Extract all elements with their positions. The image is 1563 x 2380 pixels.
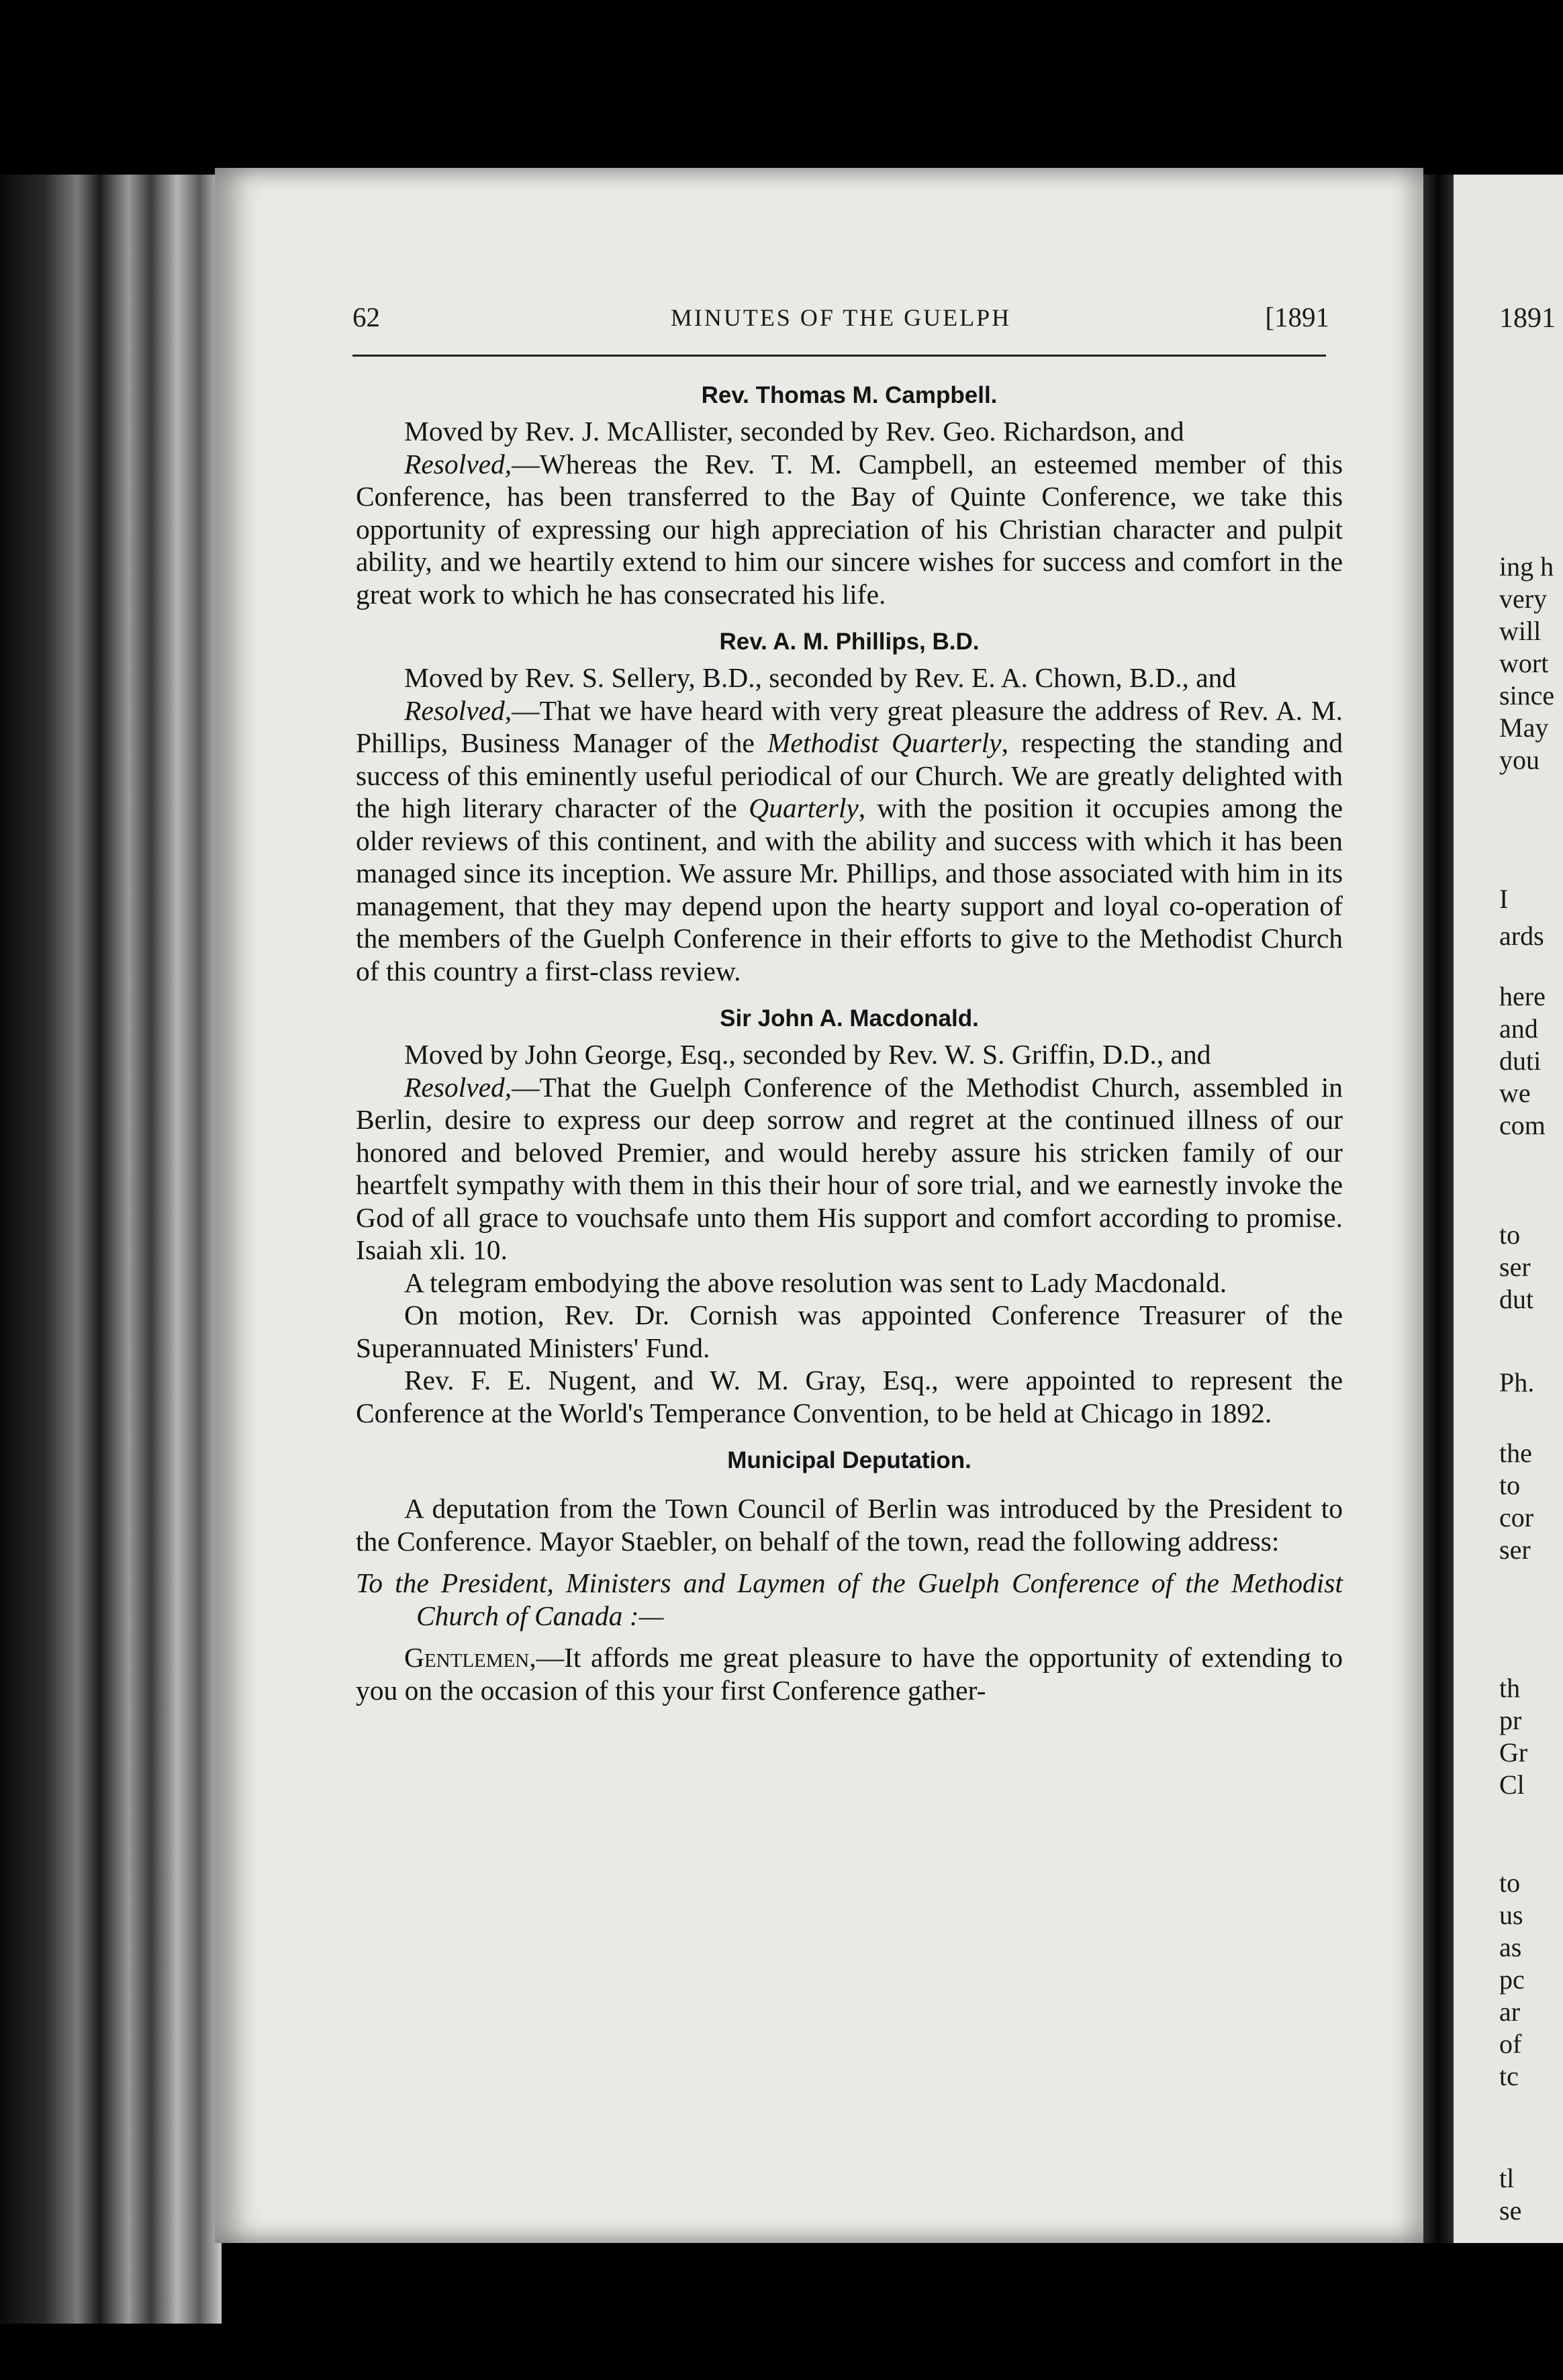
paragraph: On motion, Rev. Dr. Cornish was appointed Conference Treasurer of the Superannuated Ministers' Fund. [356,1299,1343,1363]
paragraph: A telegram embodying the above resolution was sent to Lady Macdonald. [404,1267,1227,1298]
facing-page-line: May [1499,713,1549,743]
facing-page-line: to [1499,1470,1521,1500]
facing-page-line: duti [1499,1046,1542,1076]
running-head [352,301,1329,341]
facing-page-line: to [1499,1868,1521,1898]
facing-page-line: cor [1499,1502,1534,1532]
facing-page-line: wort [1499,648,1549,678]
facing-page-line: Gr [1499,1737,1528,1768]
section-heading: Sir John A. Macdonald. [720,1005,979,1032]
facing-page-line: Cl [1499,1770,1525,1800]
facing-page-line: to [1499,1220,1521,1250]
facing-page-fragment [1454,175,1563,2243]
resolution-paragraph: Resolved,—Whereas the Rev. T. M. Campbell, an esteemed member of this Conference, has been transferred to the Bay of Quinte Conference, we take this opportunity of expressing our high appreciation of his Christian character and pulpit ability, and we heartily extend to him our sincere wishes for success and comfort in the great work to which he has consecrated his life. [356,448,1343,610]
paragraph: Moved by Rev. S. Sellery, B.D., seconded by Rev. E. A. Chown, B.D., and [404,662,1237,693]
facing-page-line: you [1499,745,1540,775]
address-salutation: To the President, Ministers and Laymen of the Guelph Conference of the Methodist Church of Canada :— [356,1567,1343,1631]
facing-page-line: will [1499,616,1542,646]
facing-page-line: dut [1499,1284,1534,1314]
paragraph: Rev. F. E. Nugent, and W. M. Gray, Esq., were appointed to represent the Conference at the World's Temperance Convention, to be held at Chicago in 1892. [356,1365,1343,1428]
facing-page-line: Ph. [1499,1367,1535,1398]
book-gutter [1423,175,1454,2243]
facing-page-line: and [1499,1013,1538,1044]
section-heading: Rev. Thomas M. Campbell. [701,382,998,408]
paragraph: A deputation from the Town Council of Berlin was introduced by the President to the Conference. Mayor Staebler, on behalf of the town, read the following address: [356,1493,1343,1557]
running-year: [1891 [1265,302,1329,332]
facing-page-year: 1891 [1499,303,1556,334]
header-rule [352,355,1326,357]
section-heading: Rev. A. M. Phillips, B.D. [719,629,980,655]
page-number: 62 [352,302,380,332]
facing-page-line: ards [1499,921,1544,951]
facing-page-line: we [1499,1078,1531,1108]
facing-page-line: as [1499,1932,1522,1962]
facing-page-line: tc [1499,2061,1519,2091]
paragraph: Moved by Rev. J. McAllister, seconded by Rev. Geo. Richardson, and [404,416,1184,447]
facing-page-line: since [1499,680,1555,711]
paragraph: Moved by John George, Esq., seconded by Rev. W. S. Griffin, D.D., and [404,1039,1211,1070]
facing-page-line: of [1499,2029,1522,2059]
book-page-edges [0,175,222,2324]
resolution-paragraph: Resolved,—That the Guelph Conference of the Methodist Church, assembled in Berlin, desire to express our deep sorrow and regret at the continued illness of our honored and beloved Premier, and would hereby assure his stricken family of our heartfelt sympathy with them in this their hour of sore trial, and we earnestly invoke the God of all grace to vouchsafe unto them His support and comfort according to promise. Isaiah xli. 10. [356,1071,1343,1265]
address-opening: Gentlemen,—It affords me great pleasure to have the opportunity of extending to you on the occasion of this your first Conference gather- [356,1642,1343,1706]
facing-page-line: very [1499,584,1548,614]
running-title: MINUTES OF THE GUELPH [670,304,1012,331]
facing-page-line: pr [1499,1705,1522,1735]
facing-page-line: se [1499,2195,1522,2226]
facing-page-line: the [1499,1438,1532,1468]
facing-page-line: pc [1499,1964,1525,1995]
page-body [356,376,1343,1706]
facing-page-line: us [1499,1900,1523,1930]
facing-page-line: tl [1499,2163,1515,2193]
resolution-paragraph: Resolved,—That we have heard with very great pleasure the address of Rev. A. M. Phillips, Business Manager of the Methodist Quarterly, respecting the standing and success of this eminently useful periodical of our Church. We are greatly delighted with the high literary character of the Quarterly, with the position it occupies among the older reviews of this continent, and with the ability and success with which it has been managed since its inception. We assure Mr. Phillips, and those associated with him in its management, that they may depend upon the hearty support and loyal co-operation of the members of the Guelph Conference in their efforts to give to the Methodist Church of this country a first-class review. [356,694,1343,987]
facing-page-line: ing h [1499,551,1554,582]
section-heading: Municipal Deputation. [727,1447,972,1473]
facing-page-line: ser [1499,1535,1531,1565]
facing-page-line: here [1499,981,1546,1011]
facing-page-line: ar [1499,1997,1521,2027]
facing-page-line: ser [1499,1252,1531,1282]
facing-page-line: I [1499,884,1509,914]
facing-page-line: com [1499,1110,1546,1140]
facing-page-line: th [1499,1673,1521,1703]
